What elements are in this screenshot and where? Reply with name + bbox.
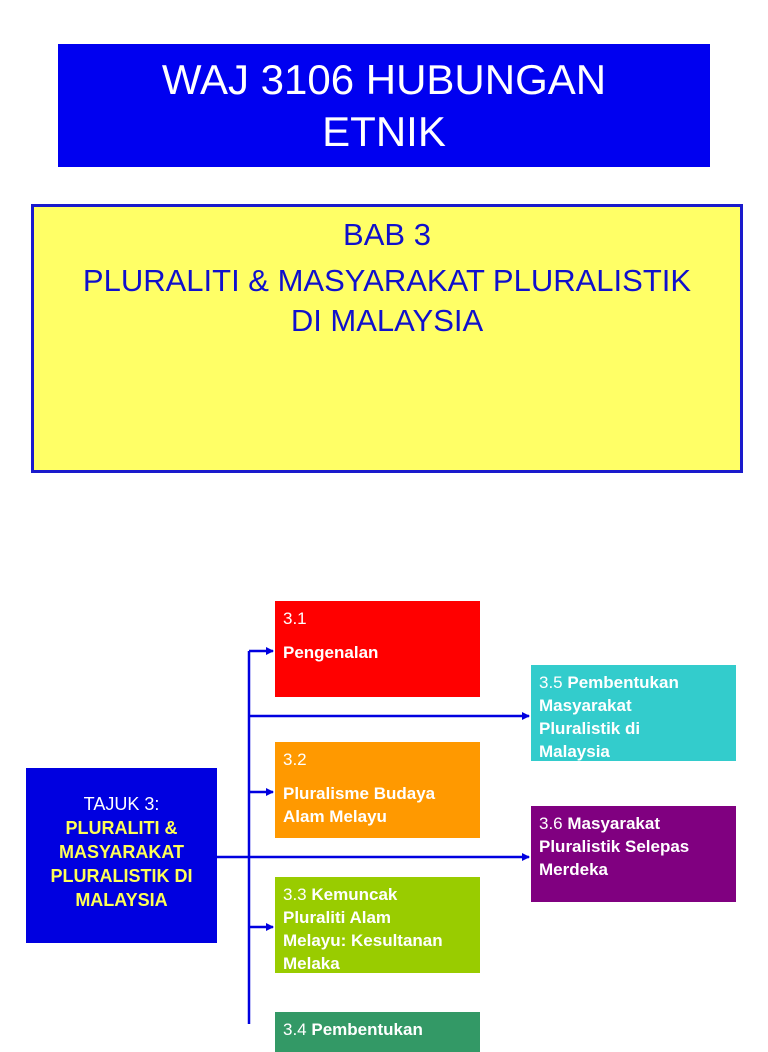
node-text-line: Masyarakat (567, 814, 660, 833)
node-3-1 (275, 601, 480, 697)
node-number: 3.6 (539, 814, 563, 833)
topic-label: TAJUK 3: (83, 794, 160, 814)
node-text-line: Melayu: Kesultanan (283, 931, 443, 950)
node-text-line: Malaysia (539, 742, 610, 761)
topic-root-box (26, 768, 217, 943)
chapter-title-box (31, 204, 743, 473)
node-3-4 (275, 1012, 480, 1052)
node-text-line: Masyarakat (539, 696, 632, 715)
node-3-3 (275, 877, 480, 973)
chapter-title-line-2: DI MALAYSIA (290, 303, 484, 338)
node-number: 3.5 (539, 673, 563, 692)
topic-title-line: MALAYSIA (75, 890, 168, 910)
chapter-title-line-1: PLURALITI & MASYARAKAT PLURALISTIK (82, 263, 692, 298)
node-3-2 (275, 742, 480, 838)
course-title-banner (58, 44, 710, 167)
node-text-line: Pluraliti Alam (283, 908, 392, 927)
course-title-line-1: WAJ 3106 HUBUNGAN (161, 56, 607, 103)
node-text-line: Pembentukan (567, 673, 679, 692)
node-number: 3.4 (283, 1020, 307, 1039)
chapter-number: BAB 3 (343, 217, 431, 252)
node-text-line: Kemuncak (311, 885, 398, 904)
node-text-line: Pluralistik di (539, 719, 641, 738)
node-text-line: Pembentukan (311, 1020, 423, 1039)
node-number: 3.1 (283, 609, 307, 628)
topic-title-line: PLURALISTIK DI (50, 866, 193, 886)
topic-title-line: MASYARAKAT (58, 842, 184, 862)
node-text-line: Pluralistik Selepas (539, 837, 690, 856)
topic-title-line: PLURALITI & (65, 818, 178, 838)
node-text-line: Pluralisme Budaya (283, 784, 436, 803)
node-number: 3.3 (283, 885, 307, 904)
node-3-5 (531, 665, 736, 761)
node-3-6 (531, 806, 736, 902)
node-text-line: Merdeka (539, 860, 608, 879)
node-text-line: Melaka (283, 954, 340, 973)
node-number: 3.2 (283, 750, 307, 769)
node-text-line: Alam Melayu (283, 807, 387, 826)
course-title-line-2: ETNIK (322, 108, 446, 155)
node-text-line: Pengenalan (283, 643, 379, 662)
